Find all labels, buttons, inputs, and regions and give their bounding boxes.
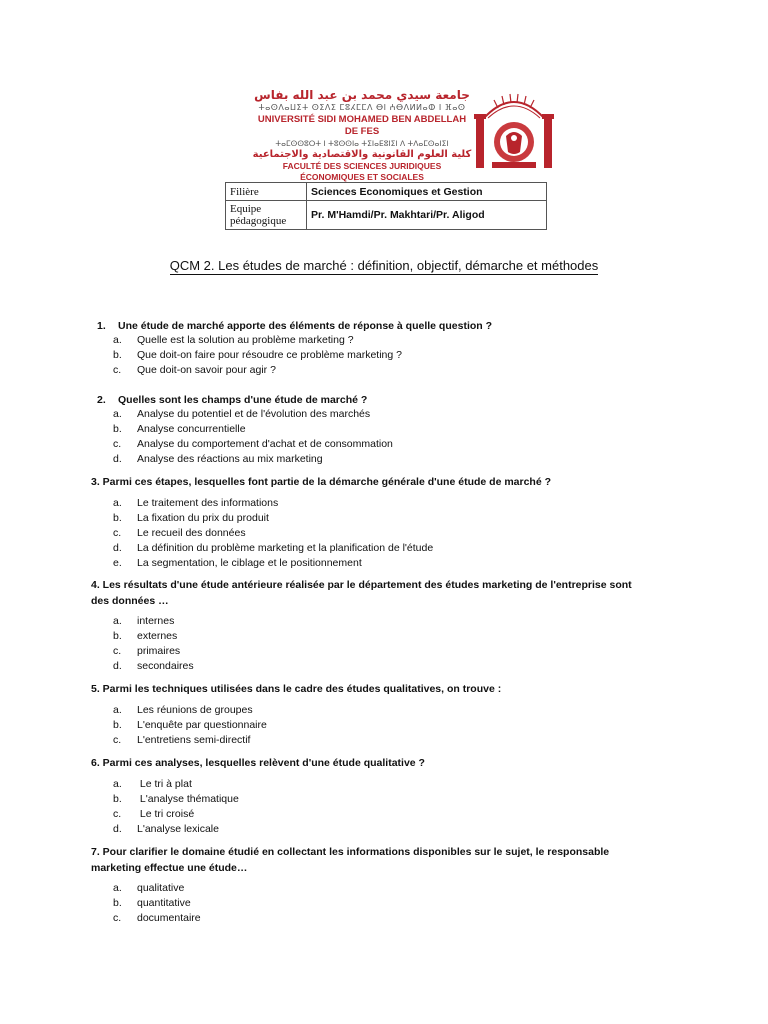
option-text: Analyse du potentiel et de l'évolution des marchés [137,408,371,420]
option-text: La définition du problème marketing et la planification de l'étude [137,542,434,554]
option-item[interactable] [113,896,201,911]
option-text: Le tri à plat [137,778,192,790]
option-letter: b. [113,793,122,805]
question-4 [91,577,661,609]
university-emblem-icon [472,88,556,172]
filiere-value: Sciences Economiques et Gestion [307,183,547,201]
option-item[interactable] [113,807,239,822]
option-letter: a. [113,615,122,627]
option-letter: a. [113,497,122,509]
french-university-name: UNIVERSITÉ SIDI MOHAMED BEN ABDELLAH DE FES [257,114,467,137]
question-text-line1: 4. Les résultats d'une étude antérieure réalisée par le département des études marketing de l'entreprise sont [91,579,632,591]
option-letter: a. [113,334,122,346]
option-letter: b. [113,630,122,642]
page-title-text: QCM 2. Les études de marché : définition, objectif, démarche et méthodes [169,258,599,273]
option-item[interactable] [113,407,393,422]
option-text: primaires [137,645,181,657]
options-list-6 [113,777,239,837]
option-item[interactable] [113,644,194,659]
option-text: qualitative [137,882,185,894]
option-letter: e. [113,557,122,569]
question-text: Quelles sont les champs d'une étude de marché ? [118,394,368,406]
option-letter: b. [113,512,122,524]
option-item[interactable] [113,556,433,571]
option-text: Les réunions de groupes [137,704,253,716]
option-item[interactable] [113,733,267,748]
option-item[interactable] [113,822,239,837]
option-item[interactable] [113,452,393,467]
table-row [226,183,547,201]
option-text: L'analyse lexicale [137,823,219,835]
option-letter: c. [113,364,122,376]
option-letter: c. [113,912,122,924]
question-7 [91,844,661,876]
option-item[interactable] [113,777,239,792]
question-5: 5. Parmi les techniques utilisées dans le cadre des études qualitatives, on trouve : [91,683,502,695]
option-letter: c. [113,808,122,820]
question-number: 1. [97,320,106,332]
option-text: Que doit-on savoir pour agir ? [137,364,276,376]
option-text: L'enquête par questionnaire [137,719,267,731]
option-item[interactable] [113,659,194,674]
option-item[interactable] [113,437,393,452]
equipe-label [226,201,307,230]
option-text: La segmentation, le ciblage et le positionnement [137,557,362,569]
french-faculty-name: FACULTÉ DES SCIENCES JURIDIQUES ÉCONOMIQUES ET SOCIALES [282,161,442,182]
tifinagh-university-name: ⵜⴰⵙⴷⴰⵡⵉⵜ ⵙⵉⴷⵉ ⵎⵓⵃⵎⵎⴷ ⴱⵏ ⵄⴱⴷⵍⵍⴰⵀ ⵏ ⴼⴰⵙ [258,103,466,112]
option-item[interactable] [113,422,393,437]
option-item[interactable] [113,348,402,363]
option-letter: d. [113,542,122,554]
tifinagh-faculty-name: ⵜⴰⵎⵙⵙⵓⵔⵜ ⵏ ⵜⵓⵙⵙⵏⴰ ⵜⵉⵏⴰⴹⵓⵏⵉⵏ ⴷ ⵜⴷⴰⵎⵙⴰⵏⵉⵏ [275,139,449,148]
option-item[interactable] [113,541,433,556]
option-letter: c. [113,734,122,746]
option-text: Le recueil des données [137,527,246,539]
filiere-label: Filière [226,183,307,201]
arabic-university-name: جامعة سيدي محمد بن عبد الله بفاس [254,88,470,102]
options-list-1 [113,333,402,378]
option-letter: a. [113,704,122,716]
equipe-value: Pr. M'Hamdi/Pr. Makhtari/Pr. Aligod [307,201,547,230]
equipe-label-line2: pédagogique [230,215,287,227]
option-letter: c. [113,438,122,450]
question-text: Une étude de marché apporte des éléments de réponse à quelle question ? [118,320,493,332]
option-item[interactable] [113,511,433,526]
options-list-7 [113,881,201,926]
arabic-faculty-name: كلية العلوم القانونية والاقتصادية والاجتماعية [252,149,472,160]
option-text: Analyse concurrentielle [137,423,246,435]
option-item[interactable] [113,526,433,541]
option-letter: b. [113,423,122,435]
option-text: Analyse des réactions au mix marketing [137,453,323,465]
option-letter: b. [113,349,122,361]
university-wordmark [252,88,472,183]
question-text-line2: marketing effectue une étude… [91,862,248,874]
question-text-line1: 7. Pour clarifier le domaine étudié en collectant les informations disponibles sur le sujet, le responsable [91,846,610,858]
question-text-line2: des données … [91,595,169,607]
option-item[interactable] [113,718,267,733]
option-text: L'entretiens semi-directif [137,734,251,746]
option-letter: b. [113,719,122,731]
option-text: externes [137,630,178,642]
option-text: L'analyse thématique [137,793,239,805]
option-item[interactable] [113,333,402,348]
options-list-4 [113,614,194,674]
option-text: secondaires [137,660,194,672]
equipe-label-line1: Equipe [230,203,262,215]
option-letter: d. [113,660,122,672]
option-letter: c. [113,527,122,539]
course-info-table [225,182,547,230]
option-item[interactable] [113,629,194,644]
option-text: quantitative [137,897,191,909]
option-text: Le traitement des informations [137,497,279,509]
question-number: 2. [97,394,106,406]
option-letter: b. [113,897,122,909]
option-item[interactable] [113,363,402,378]
option-letter: a. [113,882,122,894]
option-item[interactable] [113,911,201,926]
option-letter: a. [113,408,122,420]
university-header [202,84,566,182]
option-text: Que doit-on faire pour résoudre ce problème marketing ? [137,349,402,361]
option-text: documentaire [137,912,201,924]
question-6: 6. Parmi ces analyses, lesquelles relèvent d'une étude qualitative ? [91,757,425,769]
question-3: 3. Parmi ces étapes, lesquelles font partie de la démarche générale d'une étude de marché ? [91,476,552,488]
option-text: internes [137,615,175,627]
option-letter: a. [113,778,122,790]
option-text: Le tri croisé [137,808,195,820]
question-2 [97,392,667,408]
option-letter: d. [113,823,122,835]
options-list-2 [113,407,393,467]
option-item[interactable] [113,496,433,511]
option-text: Quelle est la solution au problème marketing ? [137,334,354,346]
option-item[interactable] [113,614,194,629]
page-title [0,258,768,273]
option-item[interactable] [113,703,267,718]
options-list-3 [113,496,433,571]
option-text: Analyse du comportement d'achat et de consommation [137,438,393,450]
option-text: La fixation du prix du produit [137,512,269,524]
question-1 [97,318,667,334]
option-item[interactable] [113,792,239,807]
option-item[interactable] [113,881,201,896]
option-letter: d. [113,453,122,465]
table-row [226,201,547,230]
option-letter: c. [113,645,122,657]
options-list-5 [113,703,267,748]
